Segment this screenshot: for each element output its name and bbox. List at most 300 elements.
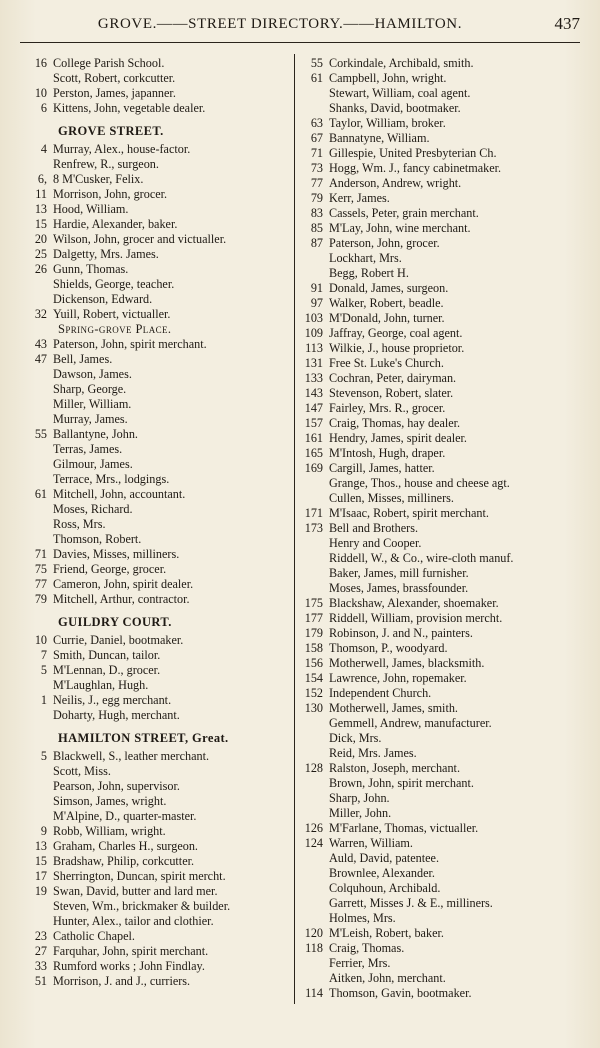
resident-text: Smith, Duncan, tailor. (53, 648, 161, 662)
resident-text: M'Laughlan, Hugh. (53, 678, 149, 692)
directory-entry (296, 71, 586, 86)
house-number (20, 764, 53, 779)
resident-text: Bell, James. (53, 352, 113, 366)
directory-entry (20, 157, 295, 172)
resident-text: Kittens, John, vegetable dealer. (53, 101, 206, 115)
directory-entry (20, 352, 295, 367)
resident-text: Swan, David, butter and lard mer. (53, 884, 218, 898)
resident-text: Shanks, David, bootmaker. (329, 101, 461, 115)
house-number: 55 (34, 427, 47, 441)
directory-entry (296, 521, 586, 536)
resident-text: Scott, Miss. (53, 764, 111, 778)
directory-entry (20, 839, 295, 854)
house-number: 13 (34, 839, 47, 853)
resident-text: Walker, Robert, beadle. (329, 296, 444, 310)
resident-text: 8 M'Cusker, Felix. (53, 172, 144, 186)
house-number: 83 (310, 206, 323, 220)
directory-entry (296, 716, 586, 731)
house-number: 1 (40, 693, 47, 707)
resident-text: Farquhar, John, spirit merchant. (53, 944, 209, 958)
directory-entry (20, 899, 295, 914)
resident-text: Dick, Mrs. (329, 731, 382, 745)
directory-entry (296, 911, 586, 926)
house-number: 77 (34, 577, 47, 591)
left-column (20, 56, 295, 989)
house-number: 19 (34, 884, 47, 898)
house-number: 91 (310, 281, 323, 295)
directory-entry (296, 641, 586, 656)
directory-entry (20, 502, 295, 517)
house-number: 7 (40, 648, 47, 662)
directory-entry (296, 416, 586, 431)
directory-entry (296, 476, 586, 491)
resident-text: Reid, Mrs. James. (329, 746, 417, 760)
directory-entry (20, 869, 295, 884)
house-number: 61 (34, 487, 47, 501)
directory-entry (296, 341, 586, 356)
resident-text: Riddell, William, provision mercht. (329, 611, 503, 625)
directory-entry (296, 386, 586, 401)
resident-text: Auld, David, patentee. (329, 851, 439, 865)
house-number: 157 (304, 416, 323, 430)
resident-text: Blackshaw, Alexander, shoemaker. (329, 596, 499, 610)
resident-text: Blackwell, S., leather merchant. (53, 749, 210, 763)
resident-text: Currie, Daniel, bootmaker. (53, 633, 184, 647)
directory-entry (20, 56, 295, 71)
directory-entry (296, 101, 586, 116)
resident-text: Grange, Thos., house and cheese agt. (329, 476, 510, 490)
house-number (296, 86, 329, 101)
house-number (296, 866, 329, 881)
resident-text: Stevenson, Robert, slater. (329, 386, 454, 400)
directory-entry (296, 986, 586, 1001)
directory-entry (20, 633, 295, 648)
resident-text: Garrett, Misses J. & E., milliners. (329, 896, 493, 910)
directory-entry (20, 262, 295, 277)
directory-entry (296, 326, 586, 341)
house-number: 173 (304, 521, 323, 535)
directory-entry (296, 956, 586, 971)
directory-entry (20, 202, 295, 217)
house-number: 25 (34, 247, 47, 261)
resident-text: Motherwell, James, smith. (329, 701, 458, 715)
resident-text: Aitken, John, merchant. (329, 971, 446, 985)
house-number: 85 (310, 221, 323, 235)
resident-text: Gunn, Thomas. (53, 262, 129, 276)
house-number: 6, (37, 172, 47, 186)
directory-entry (296, 221, 586, 236)
house-number (296, 881, 329, 896)
house-number: 133 (304, 371, 323, 385)
running-title: GROVE.——STREET DIRECTORY.——HAMILTON. (97, 16, 463, 32)
directory-entry (296, 296, 586, 311)
directory-entry (20, 487, 295, 502)
resident-text: Ballantyne, John. (53, 427, 138, 441)
directory-entry (20, 854, 295, 869)
directory-entry (296, 131, 586, 146)
directory-entry (296, 881, 586, 896)
house-number (296, 911, 329, 926)
resident-text: Paterson, John, grocer. (329, 236, 440, 250)
resident-text: Baker, James, mill furnisher. (329, 566, 469, 580)
resident-text: Graham, Charles H., surgeon. (53, 839, 198, 853)
directory-entry (20, 232, 295, 247)
house-number: 126 (304, 821, 323, 835)
resident-text: Hogg, Wm. J., fancy cabinetmaker. (329, 161, 502, 175)
directory-entry (296, 491, 586, 506)
resident-text: Robb, William, wright. (53, 824, 166, 838)
resident-text: Wilkie, J., house proprietor. (329, 341, 465, 355)
house-number: 33 (34, 959, 47, 973)
house-number: 4 (40, 142, 47, 156)
house-number (296, 956, 329, 971)
house-number: 97 (310, 296, 323, 310)
house-number: 169 (304, 461, 323, 475)
house-number: 175 (304, 596, 323, 610)
resident-text: Moses, James, brassfounder. (329, 581, 469, 595)
resident-text: Brownlee, Alexander. (329, 866, 435, 880)
house-number: 63 (310, 116, 323, 130)
house-number: 124 (304, 836, 323, 850)
directory-entry (296, 116, 586, 131)
directory-entry (296, 626, 586, 641)
resident-text: Motherwell, James, blacksmith. (329, 656, 485, 670)
resident-text: Cassels, Peter, grain merchant. (329, 206, 479, 220)
house-number: 23 (34, 929, 47, 943)
house-number (296, 566, 329, 581)
resident-text: Paterson, John, spirit merchant. (53, 337, 207, 351)
directory-entry (20, 648, 295, 663)
directory-entry (296, 851, 586, 866)
directory-entry (20, 824, 295, 839)
resident-text: College Parish School. (53, 56, 165, 70)
house-number: 79 (34, 592, 47, 606)
house-number: 75 (34, 562, 47, 576)
directory-entry (20, 517, 295, 532)
resident-text: Rumford works ; John Findlay. (53, 959, 205, 973)
house-number: 71 (34, 547, 47, 561)
house-number: 5 (40, 749, 47, 763)
directory-entry (20, 577, 295, 592)
directory-entry (296, 401, 586, 416)
directory-entry (20, 708, 295, 723)
resident-text: Yuill, Robert, victualler. (53, 307, 171, 321)
house-number (20, 532, 53, 547)
resident-text: Dawson, James. (53, 367, 132, 381)
house-number: 161 (304, 431, 323, 445)
directory-entry (296, 161, 586, 176)
house-number (296, 491, 329, 506)
house-number: 156 (304, 656, 323, 670)
directory-entry (20, 749, 295, 764)
house-number (20, 277, 53, 292)
directory-entry (20, 247, 295, 262)
directory-entry (20, 172, 295, 187)
resident-text: Dalgetty, Mrs. James. (53, 247, 159, 261)
directory-entry (296, 206, 586, 221)
resident-text: Thomson, Gavin, bootmaker. (329, 986, 472, 1000)
resident-text: Thomson, Robert. (53, 532, 142, 546)
house-number: 131 (304, 356, 323, 370)
resident-text: Cargill, James, hatter. (329, 461, 435, 475)
house-number (296, 896, 329, 911)
directory-entry (296, 281, 586, 296)
house-number (296, 101, 329, 116)
resident-text: M'Lay, John, wine merchant. (329, 221, 471, 235)
resident-text: Stewart, William, coal agent. (329, 86, 471, 100)
directory-entry (296, 701, 586, 716)
resident-text: Morrison, J. and J., curriers. (53, 974, 191, 988)
resident-text: Sherrington, Duncan, spirit mercht. (53, 869, 226, 883)
resident-text: Terras, James. (53, 442, 123, 456)
directory-entry (296, 506, 586, 521)
directory-entry (296, 671, 586, 686)
house-number: 6 (40, 101, 47, 115)
resident-text: M'Intosh, Hugh, draper. (329, 446, 446, 460)
resident-text: Lawrence, John, ropemaker. (329, 671, 467, 685)
house-number: 179 (304, 626, 323, 640)
house-number: 87 (310, 236, 323, 250)
house-number (20, 442, 53, 457)
resident-text: M'Farlane, Thomas, victualler. (329, 821, 479, 835)
directory-entry (296, 461, 586, 476)
resident-text: Catholic Chapel. (53, 929, 135, 943)
house-number: 171 (304, 506, 323, 520)
directory-entry (296, 656, 586, 671)
resident-text: Perston, James, japanner. (53, 86, 176, 100)
resident-text: M'Alpine, D., quarter-master. (53, 809, 197, 823)
directory-entry (296, 536, 586, 551)
house-number: 55 (310, 56, 323, 70)
house-number (296, 716, 329, 731)
resident-text: M'Isaac, Robert, spirit merchant. (329, 506, 489, 520)
directory-entry (20, 442, 295, 457)
resident-text: Donald, James, surgeon. (329, 281, 449, 295)
directory-entry (296, 941, 586, 956)
directory-entry (20, 337, 295, 352)
resident-text: Mitchell, John, accountant. (53, 487, 186, 501)
directory-entry (20, 71, 295, 86)
directory-entry (20, 367, 295, 382)
resident-text: Doharty, Hugh, merchant. (53, 708, 180, 722)
directory-entry (296, 236, 586, 251)
house-number: 147 (304, 401, 323, 415)
resident-text: Miller, William. (53, 397, 132, 411)
directory-entry (296, 551, 586, 566)
directory-entry (20, 307, 295, 322)
directory-entry (20, 884, 295, 899)
resident-text: Holmes, Mrs. (329, 911, 396, 925)
house-number (20, 457, 53, 472)
house-number (20, 71, 53, 86)
directory-entry (296, 611, 586, 626)
directory-entry (20, 944, 295, 959)
resident-text: Mitchell, Arthur, contractor. (53, 592, 190, 606)
house-number (296, 746, 329, 761)
house-number: 143 (304, 386, 323, 400)
directory-entry (296, 176, 586, 191)
page-header (0, 12, 600, 38)
place-subheading: Spring-grove Place. (58, 322, 172, 336)
street-heading: GROVE STREET. (58, 124, 164, 138)
house-number: 73 (310, 161, 323, 175)
directory-entry (20, 277, 295, 292)
resident-text: M'Lennan, D., grocer. (53, 663, 161, 677)
directory-entry (20, 86, 295, 101)
directory-entry (20, 809, 295, 824)
resident-text: Pearson, John, supervisor. (53, 779, 180, 793)
resident-text: Bannatyne, William. (329, 131, 430, 145)
resident-text: Independent Church. (329, 686, 432, 700)
resident-text: Begg, Robert H. (329, 266, 409, 280)
house-number (20, 779, 53, 794)
directory-entry (20, 292, 295, 307)
house-number: 67 (310, 131, 323, 145)
resident-text: Cochran, Peter, dairyman. (329, 371, 457, 385)
directory-entry (296, 371, 586, 386)
directory-entry (296, 896, 586, 911)
house-number: 128 (304, 761, 323, 775)
resident-text: M'Donald, John, turner. (329, 311, 445, 325)
directory-entry (296, 926, 586, 941)
house-number (20, 678, 53, 693)
resident-text: Craig, Thomas, hay dealer. (329, 416, 461, 430)
resident-text: Thomson, P., woodyard. (329, 641, 448, 655)
house-number: 11 (35, 187, 47, 201)
resident-text: Gilmour, James. (53, 457, 133, 471)
house-number: 71 (310, 146, 323, 160)
house-number (20, 157, 53, 172)
resident-text: Sharp, George. (53, 382, 127, 396)
house-number (296, 266, 329, 281)
house-number: 15 (34, 854, 47, 868)
house-number (20, 292, 53, 307)
directory-entry (20, 562, 295, 577)
house-number: 27 (34, 944, 47, 958)
resident-text: Ralston, Joseph, merchant. (329, 761, 460, 775)
directory-entry (296, 731, 586, 746)
resident-text: Hunter, Alex., tailor and clothier. (53, 914, 214, 928)
directory-entry (296, 356, 586, 371)
house-number: 120 (304, 926, 323, 940)
directory-entry (296, 191, 586, 206)
house-number (296, 731, 329, 746)
header-rule (20, 42, 580, 43)
directory-entry (296, 311, 586, 326)
directory-entry (296, 791, 586, 806)
resident-text: Renfrew, R., surgeon. (53, 157, 159, 171)
house-number (296, 581, 329, 596)
house-number (20, 367, 53, 382)
house-number (20, 397, 53, 412)
house-number: 114 (305, 986, 323, 1000)
house-number: 13 (34, 202, 47, 216)
directory-entry (20, 101, 295, 116)
directory-entry (20, 457, 295, 472)
resident-text: Colquhoun, Archibald. (329, 881, 441, 895)
house-number (20, 899, 53, 914)
directory-entry (20, 217, 295, 232)
resident-text: Neilis, J., egg merchant. (53, 693, 172, 707)
house-number: 158 (304, 641, 323, 655)
resident-text: Henry and Cooper. (329, 536, 422, 550)
house-number: 130 (304, 701, 323, 715)
house-number (20, 517, 53, 532)
street-heading: GUILDRY COURT. (58, 615, 172, 629)
house-number (20, 382, 53, 397)
resident-text: M'Leish, Robert, baker. (329, 926, 444, 940)
house-number (20, 708, 53, 723)
resident-text: Bradshaw, Philip, corkcutter. (53, 854, 195, 868)
house-number (296, 791, 329, 806)
directory-entry (296, 746, 586, 761)
resident-text: Miller, John. (329, 806, 392, 820)
street-heading: HAMILTON STREET, Great. (58, 731, 229, 745)
directory-entry (296, 56, 586, 71)
resident-text: Free St. Luke's Church. (329, 356, 444, 370)
resident-text: Bell and Brothers. (329, 521, 419, 535)
directory-entry (296, 566, 586, 581)
directory-entry (20, 412, 295, 427)
house-number: 77 (310, 176, 323, 190)
directory-entry (296, 686, 586, 701)
page-number: 437 (554, 14, 580, 33)
directory-entry (20, 693, 295, 708)
house-number (296, 536, 329, 551)
house-number (296, 971, 329, 986)
directory-entry (296, 431, 586, 446)
resident-text: Wilson, John, grocer and victualler. (53, 232, 227, 246)
directory-entry (20, 187, 295, 202)
resident-text: Steven, Wm., brickmaker & builder. (53, 899, 231, 913)
house-number: 32 (34, 307, 47, 321)
directory-entry (296, 806, 586, 821)
house-number: 9 (40, 824, 47, 838)
resident-text: Taylor, William, broker. (329, 116, 446, 130)
resident-text: Dickenson, Edward. (53, 292, 153, 306)
resident-text: Ferrier, Mrs. (329, 956, 391, 970)
house-number (296, 551, 329, 566)
resident-text: Riddell, W., & Co., wire-cloth manuf. (329, 551, 514, 565)
directory-entry (20, 764, 295, 779)
house-number (296, 251, 329, 266)
resident-text: Simson, James, wright. (53, 794, 167, 808)
house-number: 118 (305, 941, 323, 955)
house-number (20, 809, 53, 824)
house-number: 165 (304, 446, 323, 460)
house-number (296, 851, 329, 866)
resident-text: Hood, William. (53, 202, 129, 216)
directory-entry (296, 86, 586, 101)
resident-text: Gemmell, Andrew, manufacturer. (329, 716, 492, 730)
resident-text: Kerr, James. (329, 191, 390, 205)
house-number: 16 (34, 56, 47, 70)
directory-entry (296, 836, 586, 851)
directory-entry (20, 397, 295, 412)
resident-text: Friend, George, grocer. (53, 562, 167, 576)
directory-entry (296, 761, 586, 776)
directory-entry (20, 427, 295, 442)
right-column (296, 56, 586, 1001)
house-number (20, 914, 53, 929)
directory-entry (20, 678, 295, 693)
house-number: 103 (304, 311, 323, 325)
resident-text: Anderson, Andrew, wright. (329, 176, 462, 190)
house-number: 61 (310, 71, 323, 85)
house-number (296, 776, 329, 791)
house-number (296, 476, 329, 491)
house-number: 109 (304, 326, 323, 340)
